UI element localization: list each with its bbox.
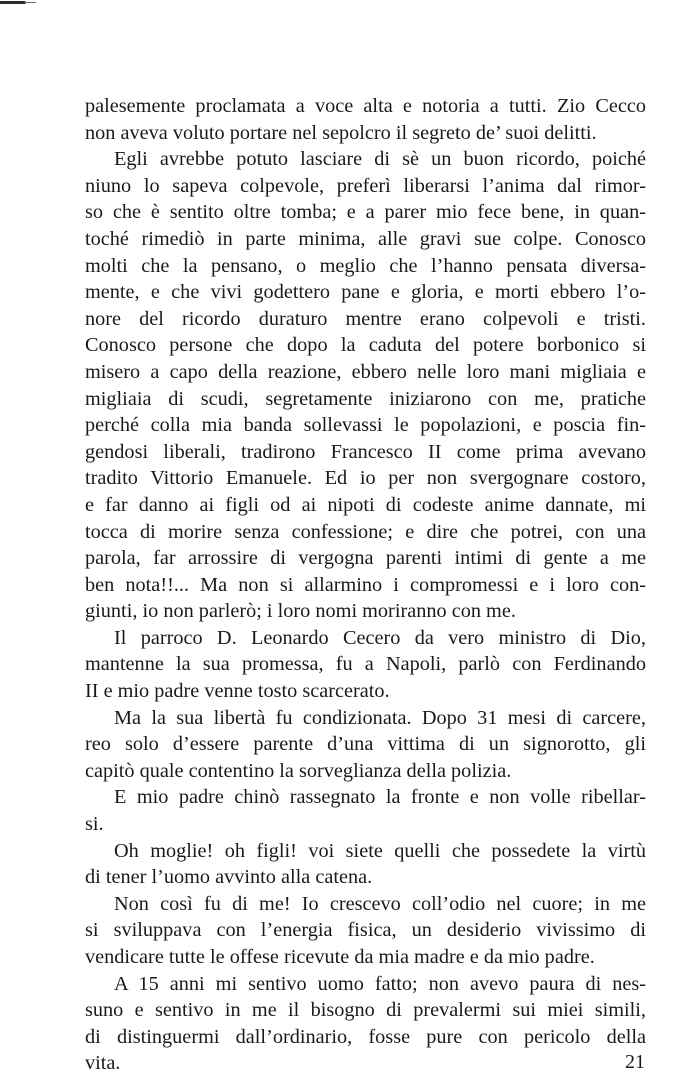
text-line: Non così fu di me! Io crescevo coll’odio nel cuore; in me <box>114 892 646 915</box>
paragraph <box>85 146 646 625</box>
text-line: tocca di morire senza confessione; e dire che potrei, con una <box>85 520 646 543</box>
paragraph <box>85 891 646 971</box>
page-number: 21 <box>625 1051 645 1073</box>
text-line: non aveva voluto portare nel sepolcro il segreto de’ suoi delitti. <box>85 121 597 144</box>
text-line: si. <box>85 813 104 836</box>
text-line: II e mio padre venne tosto scarcerato. <box>85 680 390 703</box>
paragraph <box>85 705 646 785</box>
text-line: migliaia di scudi, segretamente iniziarono con me, pratiche <box>85 387 646 410</box>
text-line: tradito Vittorio Emanuele. Ed io per non svergognare costoro, <box>85 467 646 490</box>
text-line: e far danno ai figli od ai nipoti di codeste anime dannate, mi <box>85 493 646 516</box>
text-line: molti che la pensano, o meglio che l’hanno pensata diversa- <box>85 254 646 277</box>
text-line: so che è sentito oltre tomba; e a parer mio fece bene, in quan- <box>85 201 646 224</box>
text-line: mantenne la sua promessa, fu a Napoli, parlò con Ferdinando <box>85 653 646 676</box>
paragraph <box>85 838 646 891</box>
text-line: ben nota!!... Ma non si allarmino i compromessi e i loro con- <box>85 573 646 596</box>
text-line: suno e sentivo in me il bisogno di prevalermi sui miei simili, <box>85 999 646 1022</box>
text-line: perché colla mia banda sollevassi le popolazioni, e poscia fin- <box>85 414 646 437</box>
text-line: gendosi liberali, tradirono Francesco II come prima avevano <box>85 440 646 463</box>
paragraph <box>85 784 646 837</box>
text-line: misero a capo della reazione, ebbero nelle loro mani migliaia e <box>85 360 646 383</box>
text-line: Oh moglie! oh figli! voi siete quelli che possedete la virtù <box>114 839 646 862</box>
text-line: palesemente proclamata a voce alta e notoria a tutti. Zio Cecco <box>85 95 646 117</box>
text-line: vita. <box>85 1052 121 1075</box>
text-line: vendicare tutte le offese ricevute da mia madre e da mio padre. <box>85 946 595 968</box>
text-line: Egli avrebbe potuto lasciare di sè un buon ricordo, poiché <box>114 148 646 171</box>
paragraph <box>85 625 646 705</box>
text-line: toché rimediò in parte minima, alle gravi sue colpe. Conosco <box>85 227 646 250</box>
text-line: Conosco persone che dopo la caduta del potere borbonico si <box>85 334 646 357</box>
text-line: si sviluppava con l’energia fisica, un desiderio vivissimo di <box>85 919 646 942</box>
text-line: di distinguermi dall’ordinario, fosse pure con pericolo della <box>85 1025 646 1048</box>
text-line: giunti, io non parlerò; i loro nomi moriranno con me. <box>85 600 516 623</box>
text-line: niuno lo sapeva colpevole, preferì liberarsi l’anima dal rimor- <box>85 174 646 197</box>
text-line: reo solo d’essere parente d’una vittima di un signorotto, gli <box>85 733 646 756</box>
paragraph <box>85 971 646 1077</box>
text-line: di tener l’uomo avvinto alla catena. <box>85 866 373 889</box>
text-line: Ma la sua libertà fu condizionata. Dopo 31 mesi di carcere, <box>114 706 646 729</box>
text-line: Il parroco D. Leonardo Cecero da vero ministro di Dio, <box>114 626 646 649</box>
text-line: A 15 anni mi sentivo uomo fatto; non avevo paura di nes- <box>114 972 646 995</box>
text-line: parola, far arrossire di vergogna parenti intimi di gente a me <box>85 547 646 570</box>
text-line: mente, e che vivi godettero pane e gloria, e morti ebbero l’o- <box>85 281 646 304</box>
text-line: capitò quale contentino la sorveglianza della polizia. <box>85 759 512 782</box>
text-line: nore del ricordo duraturo mentre erano colpevoli e tristi. <box>85 307 646 330</box>
page-body <box>85 93 646 1077</box>
scan-edge-mark <box>0 0 40 6</box>
text-line: E mio padre chinò rassegnato la fronte e non volle ribellar- <box>114 786 646 809</box>
paragraph <box>85 93 646 146</box>
